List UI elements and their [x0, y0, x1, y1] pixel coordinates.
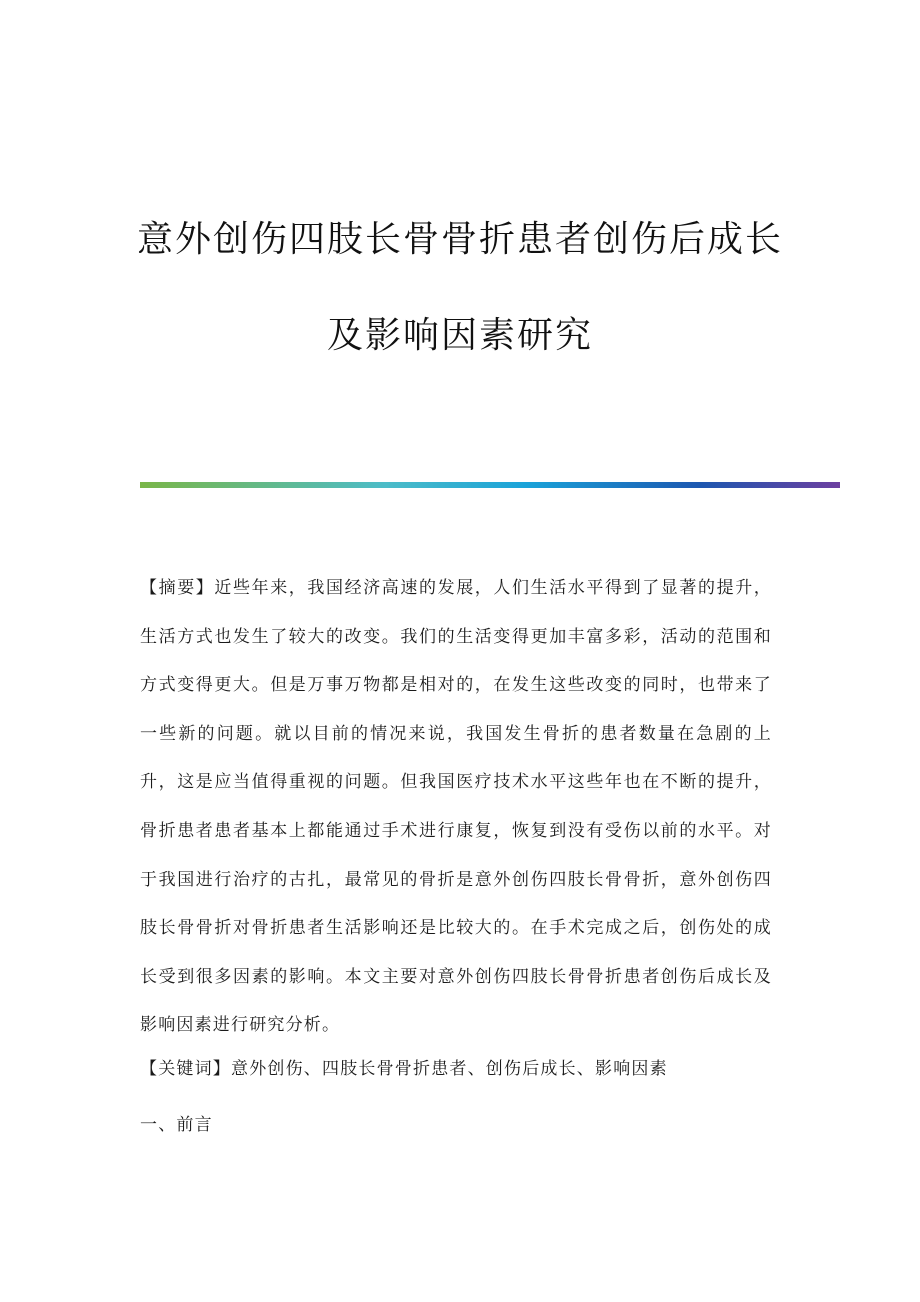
document-title-line-1: 意外创伤四肢长骨骨折患者创伤后成长 [136, 219, 783, 260]
keywords-text: 意外创伤、四肢长骨骨折患者、创伤后成长、影响因素 [231, 1059, 668, 1079]
section-heading-preface: 一、前言 [140, 1115, 213, 1135]
document-title-line-2: 及影响因素研究 [326, 315, 593, 356]
keywords-label: 【关键词】 [140, 1059, 231, 1079]
abstract-label: 【摘要】 [140, 578, 215, 598]
abstract-text: 近些年来，我国经济高速的发展，人们生活水平得到了显著的提升，生活方式也发生了较大的改变。我们的生活变得更加丰富多彩，活动的范围和方式变得更大。但是万事万物都是相对的，在发生这些改变的同时，也带来了一些新的问题。就以目前的情况来说，我国发生骨折的患者数量在急剧的上升，这是应当值得重视的问题。但我国医疗技术水平这些年也在不断的提升，骨折患者患者基本上都能通过手术进行康复，恢复到没有受伤以前的水平。对于我国进行治疗的古扎，最常见的骨折是意外创伤四肢长骨骨折，意外创伤四肢长骨骨折对骨折患者生活影响还是比较大的。在手术完成之后，创伤处的成长受到很多因素的影响。本文主要对意外创伤四肢长骨骨折患者创伤后成长及影响因素进行研究分析。 [140, 578, 772, 1036]
abstract-paragraph [140, 564, 772, 1050]
keywords-paragraph [140, 1054, 800, 1084]
gradient-divider [140, 482, 840, 488]
